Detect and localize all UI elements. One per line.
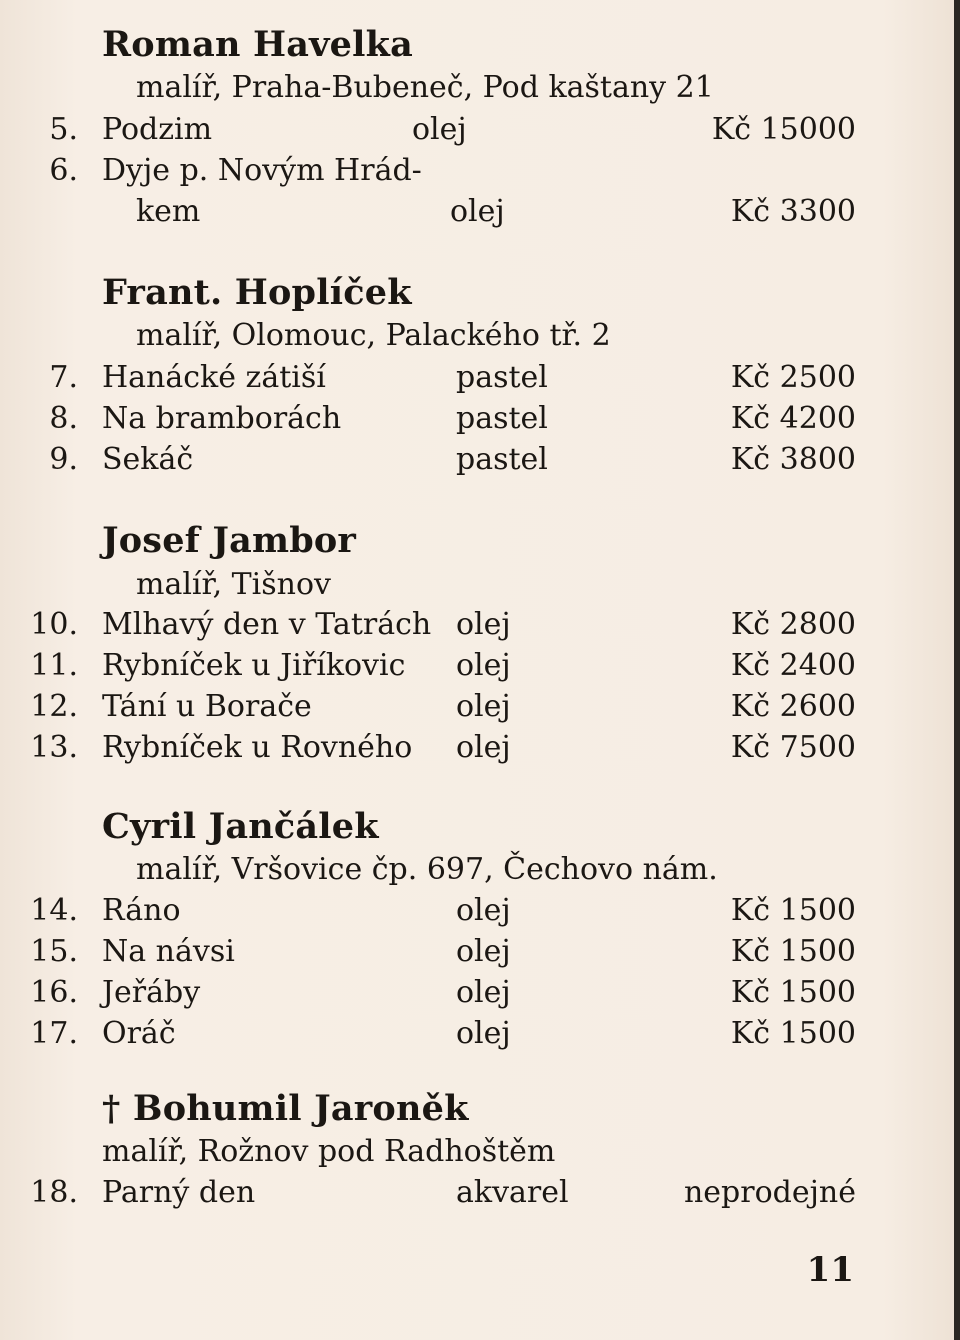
entry-price: Kč 3800 [730, 442, 856, 477]
entry-title: Rybníček u Jiříkovic [102, 648, 406, 683]
entry-number: 8. [49, 401, 78, 436]
entry-number: 10. [30, 607, 78, 642]
entry-medium: olej [456, 648, 511, 683]
entry-title-continued: kem [136, 194, 201, 229]
entry-title: Sekáč [102, 442, 194, 477]
catalog-entry [0, 401, 960, 441]
catalog-entry-continued [0, 194, 960, 234]
entry-medium: pastel [456, 401, 548, 436]
artist-name: Bohumil Jaroněk [132, 1088, 469, 1129]
entry-medium: olej [412, 112, 467, 147]
entry-number: 17. [30, 1016, 78, 1051]
entry-price: Kč 2400 [730, 648, 856, 683]
page-number: 11 [806, 1250, 854, 1290]
entry-price: Kč 15000 [711, 112, 856, 147]
entry-title: Oráč [102, 1016, 176, 1051]
entry-number: 18. [30, 1175, 78, 1210]
entry-number: 16. [30, 975, 78, 1010]
catalog-entry [0, 607, 960, 647]
entry-medium: pastel [456, 360, 548, 395]
entry-title: Ráno [102, 893, 181, 928]
entry-medium: akvarel [456, 1175, 569, 1210]
entry-price: Kč 1500 [730, 893, 856, 928]
entry-number: 5. [49, 112, 78, 147]
catalog-entry [0, 934, 960, 974]
entry-price: Kč 1500 [730, 934, 856, 969]
artist-address: malíř, Olomouc, Palackého tř. 2 [136, 318, 611, 353]
catalog-entry [0, 648, 960, 688]
catalog-entry [0, 442, 960, 482]
entry-price: Kč 2500 [730, 360, 856, 395]
entry-title: Dyje p. Novým Hrád- [102, 153, 422, 188]
entry-price: Kč 2800 [730, 607, 856, 642]
entry-price: neprodejné [683, 1175, 856, 1210]
artist-name: Frant. Hoplíček [102, 272, 412, 313]
entry-title: Podzim [102, 112, 213, 147]
catalog-entry [0, 153, 960, 193]
entry-title: Hanácké zátiší [102, 360, 326, 395]
entry-medium: olej [456, 730, 511, 765]
catalog-entry [0, 1016, 960, 1056]
entry-number: 13. [30, 730, 78, 765]
artist-address: malíř, Vršovice čp. 697, Čechovo nám. [136, 852, 718, 887]
entry-number: 7. [49, 360, 78, 395]
artist-name: Josef Jambor [102, 520, 357, 561]
entry-medium: olej [456, 893, 511, 928]
entry-number: 12. [30, 689, 78, 724]
entry-title: Na bramborách [102, 401, 342, 436]
entry-price: Kč 1500 [730, 975, 856, 1010]
entry-number: 6. [49, 153, 78, 188]
entry-title: Tání u Borače [102, 689, 312, 724]
catalog-entry [0, 689, 960, 729]
catalog-entry [0, 1175, 960, 1215]
artist-name: Roman Havelka [102, 24, 413, 65]
entry-price: Kč 3300 [730, 194, 856, 229]
artist-address: malíř, Praha-Bubeneč, Pod kaštany 21 [136, 70, 714, 105]
entry-medium: pastel [456, 442, 548, 477]
entry-title: Mlhavý den v Tatrách [102, 607, 432, 642]
entry-medium: olej [456, 934, 511, 969]
catalog-entry [0, 112, 960, 152]
catalog-entry [0, 360, 960, 400]
catalog-entry [0, 975, 960, 1015]
entry-title: Parný den [102, 1175, 256, 1210]
entry-price: Kč 2600 [730, 689, 856, 724]
entry-title: Rybníček u Rovného [102, 730, 413, 765]
catalog-entry [0, 730, 960, 770]
entry-title: Jeřáby [102, 975, 201, 1010]
entry-number: 15. [30, 934, 78, 969]
entry-number: 11. [30, 648, 78, 683]
entry-number: 14. [30, 893, 78, 928]
entry-title: Na návsi [102, 934, 235, 969]
entry-number: 9. [49, 442, 78, 477]
entry-medium: olej [456, 689, 511, 724]
catalog-entry [0, 893, 960, 933]
artist-address: malíř, Rožnov pod Radhoštěm [102, 1134, 556, 1169]
artist-address: malíř, Tišnov [136, 567, 331, 602]
artist-name: Cyril Jančálek [102, 806, 379, 847]
artist-heading [102, 1088, 469, 1129]
entry-price: Kč 7500 [730, 730, 856, 765]
entry-price: Kč 1500 [730, 1016, 856, 1051]
entry-medium: olej [456, 607, 511, 642]
deceased-marker: † [102, 1088, 121, 1129]
entry-price: Kč 4200 [730, 401, 856, 436]
entry-medium: olej [456, 975, 511, 1010]
entry-medium: olej [450, 194, 505, 229]
entry-medium: olej [456, 1016, 511, 1051]
